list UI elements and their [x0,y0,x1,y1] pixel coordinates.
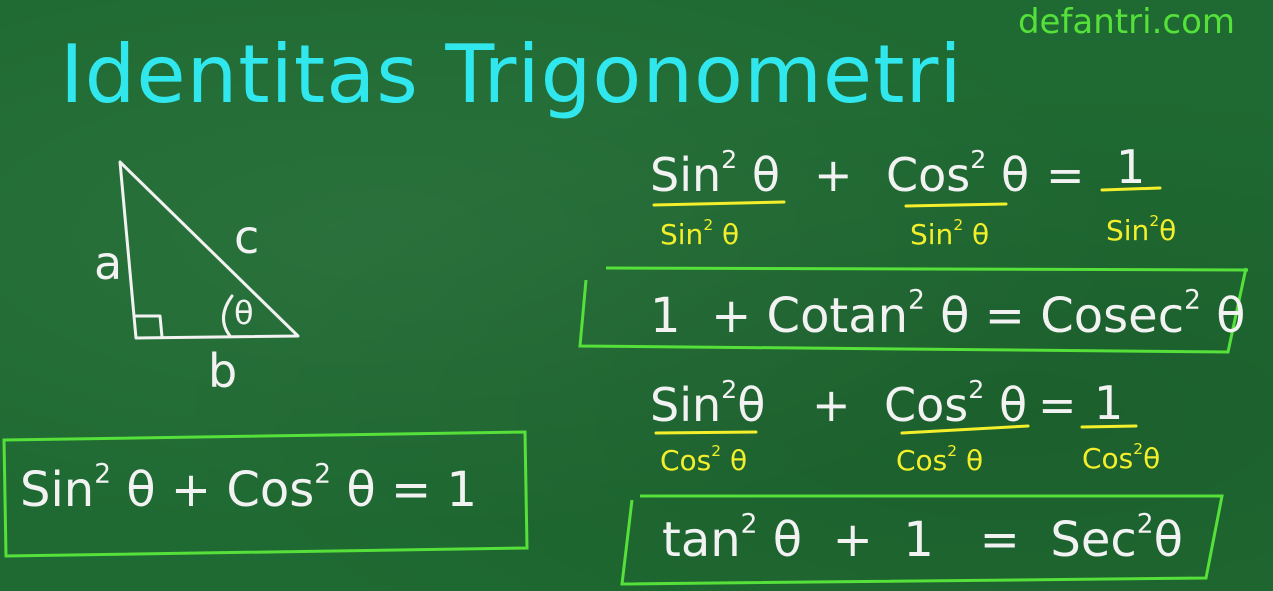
row2-plus: + [812,378,851,432]
text: Cos [886,148,971,202]
exponent: 2 [721,145,738,175]
exponent: 2 [1136,508,1154,540]
exponent: 2 [314,458,332,490]
row1-one: 1 [1116,140,1146,194]
row1-denominator-3 [1106,214,1176,247]
triangle-angle-theta: θ [234,294,254,332]
tan: tan [662,512,741,568]
theta: θ [1143,442,1161,475]
cosec: Cosec [1040,288,1185,344]
equals: = [984,288,1025,344]
row2-cos-term [884,375,1028,432]
text: Sin [650,378,722,432]
term-equals-one: θ = 1 [331,462,477,518]
row1-denominator-1 [660,218,739,251]
theta: θ [1200,288,1246,344]
exponent: 2 [1149,212,1160,231]
text: Sin [650,148,722,202]
row1-sin-term [650,145,781,202]
exponent: 2 [953,216,964,235]
term-cos: θ + Cos [111,462,315,518]
row2-denominator-2 [896,444,983,477]
one: 1 [650,288,681,344]
row1-denominator-2 [910,218,989,251]
exponent: 2 [1133,440,1144,459]
text: Sin [660,218,704,251]
text: Sin [1106,214,1150,247]
theta: θ [1153,512,1183,568]
exponent: 2 [970,145,987,175]
exponent: 2 [1184,284,1201,316]
row2-denominator-1 [660,444,747,477]
sec: Sec [1050,512,1137,568]
theta: θ [757,512,803,568]
row2-denominator-3 [1082,442,1160,475]
text: Cos [896,444,948,477]
plus: + [832,512,873,568]
row2-sin-term [650,375,766,432]
triangle-side-c: c [234,210,260,264]
triangle-outline [120,162,298,338]
theta: θ [737,148,781,202]
exponent: 2 [721,375,738,405]
equals: = [979,512,1020,568]
theta: θ [713,218,740,251]
identity-cotan-cosec [650,284,1246,344]
row2-equals: = [1038,378,1077,432]
text: Sin [910,218,954,251]
theta: θ [986,148,1030,202]
page-title: Identitas Trigonometri [60,28,963,121]
row1-equals: = [1046,148,1085,202]
identity-sin-cos [20,458,477,518]
brand-watermark: defantri.com [1017,2,1235,42]
theta: θ [1159,214,1177,247]
theta: θ [924,288,970,344]
theta: θ [957,444,984,477]
exponent: 2 [908,284,925,316]
theta: θ [984,378,1028,432]
term-sin: Sin [20,462,95,518]
triangle-side-b: b [208,344,238,398]
text: Cos [884,378,969,432]
triangle-side-a: a [94,236,123,290]
cotan: Cotan [766,288,909,344]
right-triangle [120,162,298,338]
identity-tan-sec [662,508,1183,568]
exponent: 2 [740,508,758,540]
one: 1 [903,512,934,568]
exponent: 2 [711,442,722,461]
row2-one: 1 [1094,376,1124,430]
text: Cos [660,444,712,477]
row1-cos-term [886,145,1030,202]
right-angle-mark [136,316,162,337]
theta: θ [963,218,990,251]
angle-arc [223,296,232,336]
theta: θ [721,444,748,477]
row1-plus: + [814,148,853,202]
text: Cos [1082,442,1134,475]
exponent: 2 [968,375,985,405]
theta: θ [737,378,766,432]
plus: + [711,288,752,344]
exponent: 2 [947,442,958,461]
exponent: 2 [94,458,112,490]
exponent: 2 [703,216,714,235]
